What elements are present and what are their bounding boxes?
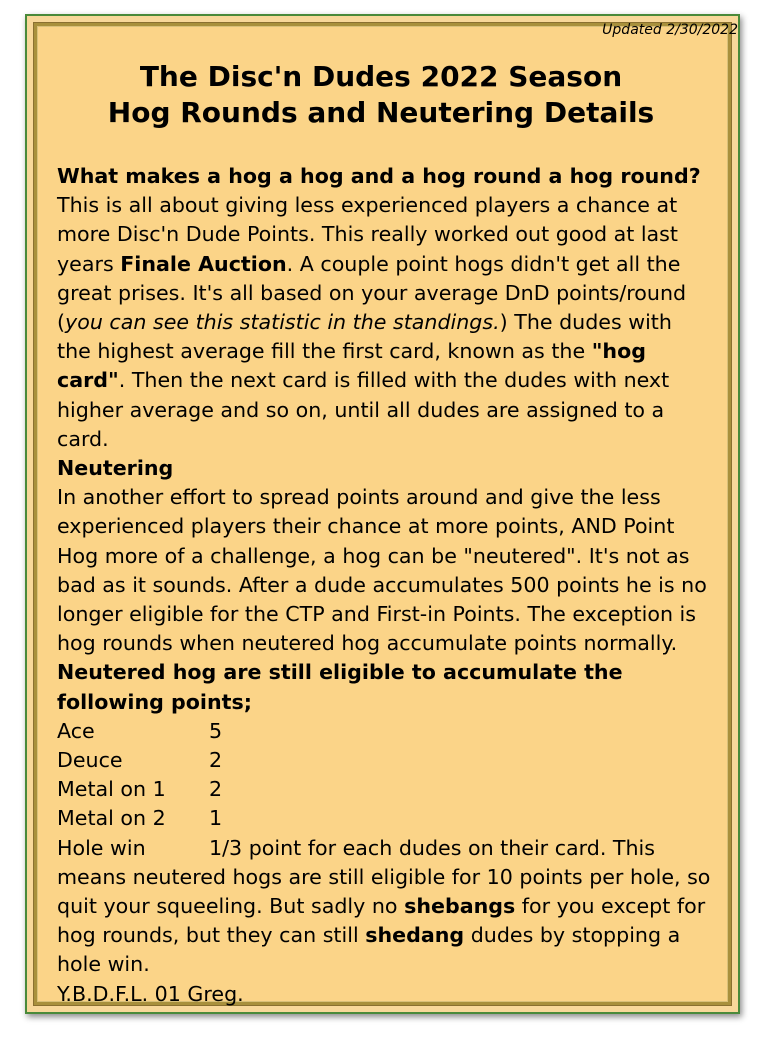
points-row [57, 775, 712, 804]
points-row [57, 746, 712, 775]
points-value: 1 [209, 806, 223, 831]
hog-card-term: "hog card" [57, 339, 646, 393]
text: This is all about giving less experienced players a chance at more Disc'n Dude Points. This really worked out good at last years [57, 193, 678, 276]
text: . Then the next card is filled with the dudes with next higher average and so on, until all dudes are assigned to a card. [57, 368, 670, 451]
neutering-paragraph: In another effort to spread points around and give the less experienced players their chance at more points, AND Point Hog more of a challenge, a hog can be "neutered". It's not as bad as it sounds. After a dude accumulates 500 points he is no longer eligible for the CTP and First-in Points. The exception is hog rounds when neutered hog accumulate points normally. [57, 485, 707, 656]
text: for you except for hog rounds, but they can still [57, 894, 706, 948]
signature: Y.B.D.F.L. 01 Greg. [57, 981, 244, 1006]
points-label: Metal on 1 [57, 777, 166, 802]
points-value: 2 [209, 748, 223, 773]
hole-win-paragraph [57, 834, 712, 980]
points-value: 5 [209, 718, 223, 743]
hog-paragraph [57, 191, 712, 454]
content [57, 162, 712, 1009]
points-label: Ace [57, 718, 95, 743]
points-row [57, 804, 712, 833]
points-row [57, 717, 712, 746]
shebangs-term: shebangs [404, 894, 516, 919]
title-line-2: Hog Rounds and Neutering Details [107, 96, 655, 129]
text: ) The dudes with the highest average fill the first card, known as the [57, 310, 672, 364]
points-label: Metal on 2 [57, 806, 166, 831]
text: dudes by stopping a hole win. [57, 923, 681, 977]
shedang-term: shedang [365, 923, 465, 948]
text: . A couple point hogs didn't get all the great prises. It's all based on your average DnD points/round ( [57, 251, 687, 335]
title-line-1: The Disc'n Dudes 2022 Season [139, 60, 623, 93]
finale-auction: Finale Auction [120, 251, 287, 276]
updated-date: Updated 2/30/2022 [602, 22, 738, 38]
hole-win-label: Hole win [57, 835, 146, 860]
eligible-heading: Neutered hog are still eligible to accumulate the following points; [57, 660, 623, 714]
points-label: Deuce [57, 748, 123, 773]
hog-heading: What makes a hog a hog and a hog round a hog round? [57, 164, 701, 188]
standings-note: you can see this statistic in the standings. [65, 310, 500, 335]
page-title [0, 59, 762, 131]
points-value: 2 [209, 777, 223, 802]
text: 1/3 point for each dudes on their card. This means neutered hogs are still eligible for 10 points per hole, so quit your squeeling. But sadly no [57, 835, 711, 919]
neutering-heading: Neutering [57, 456, 174, 481]
